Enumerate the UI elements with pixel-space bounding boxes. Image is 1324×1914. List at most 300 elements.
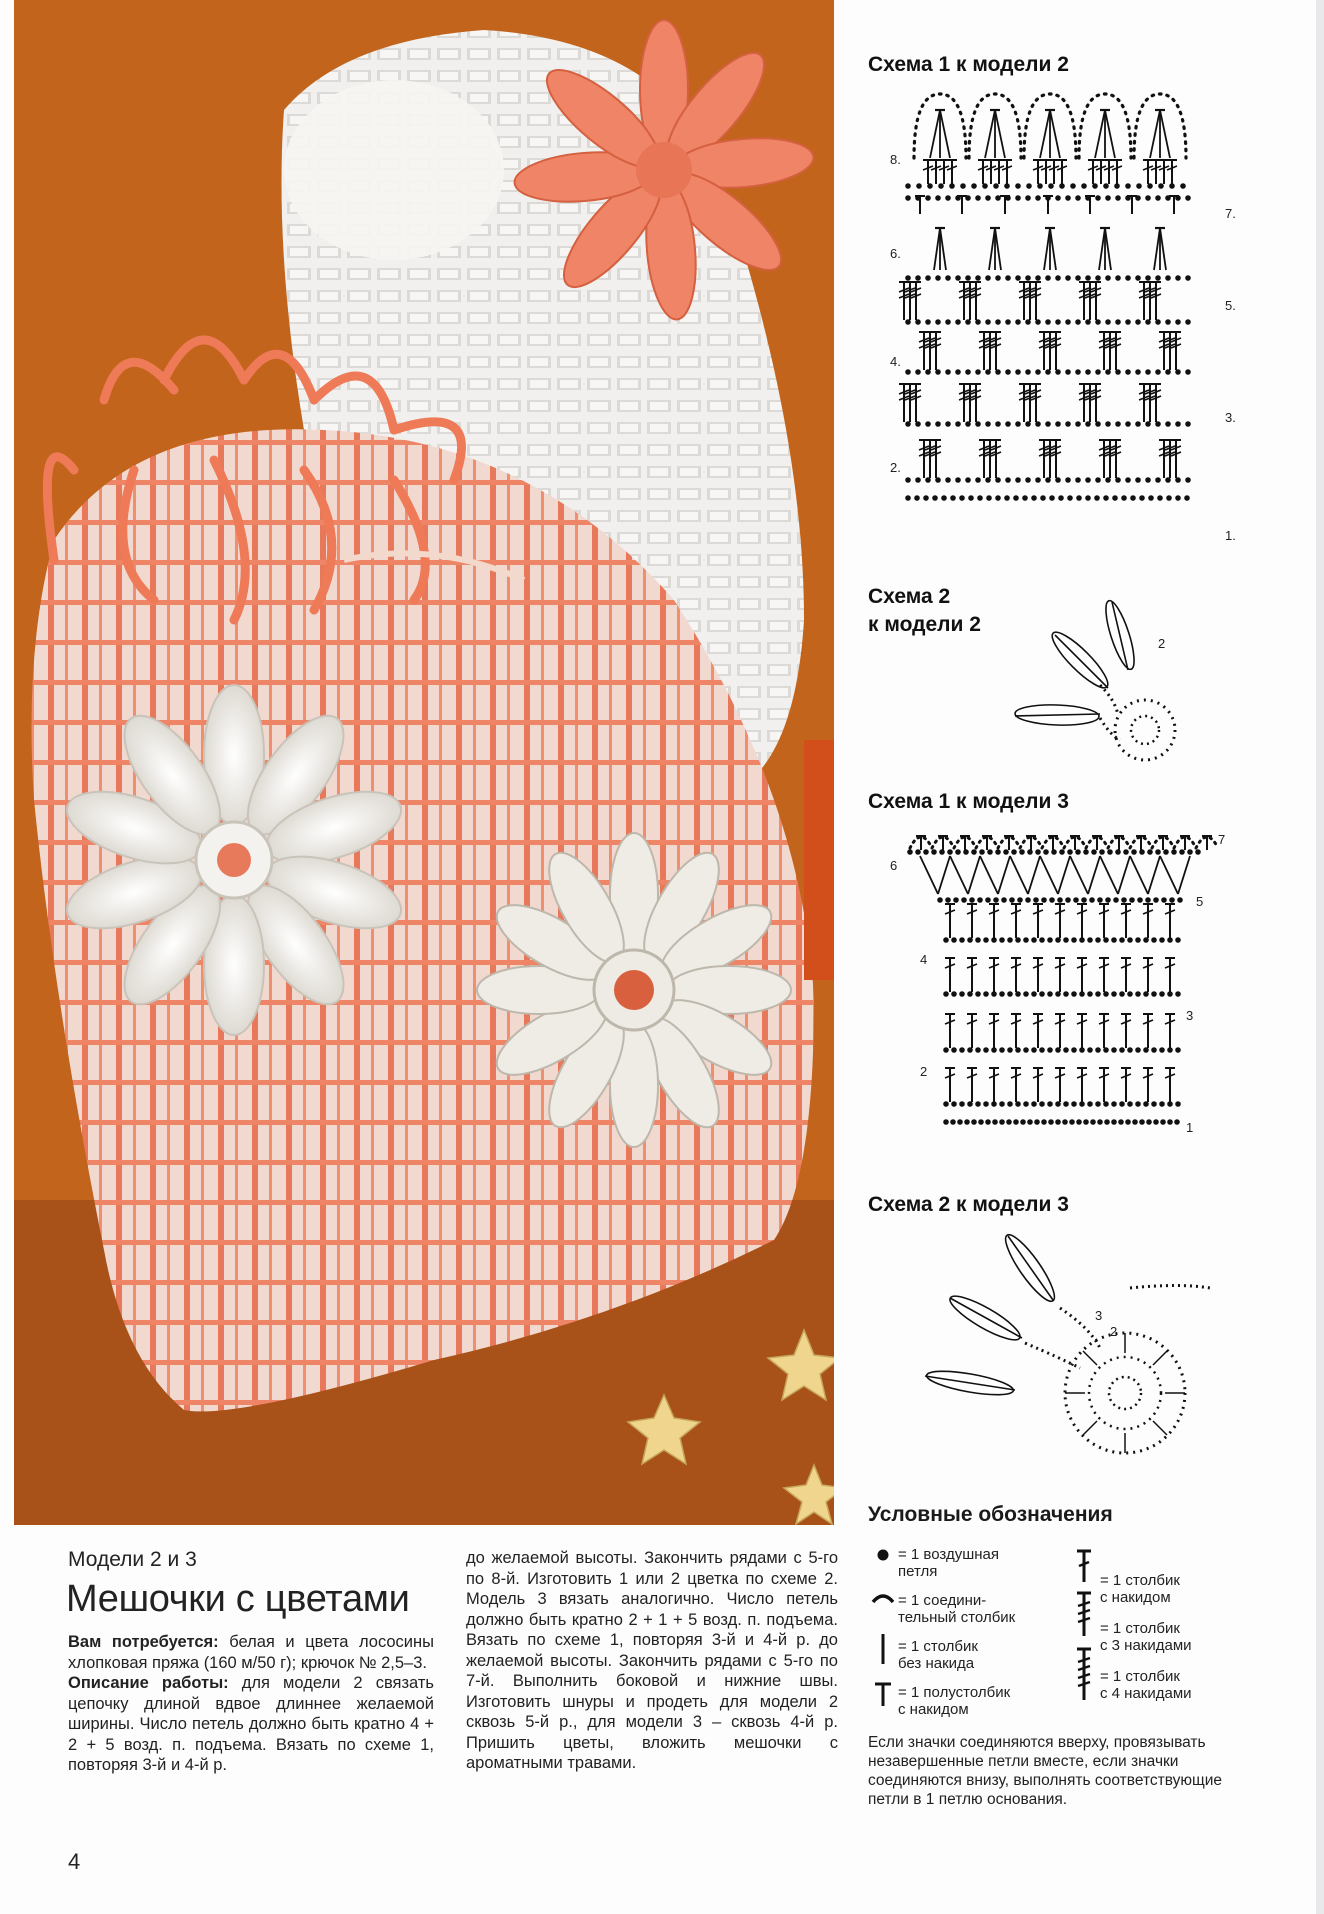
- chain-stitch-dot: [1016, 370, 1020, 374]
- chain-stitch-dot: [1093, 184, 1097, 188]
- chain-stitch-dot: [1071, 184, 1075, 188]
- chain-stitch-dot: [906, 276, 910, 280]
- chain-stitch-dot: [1086, 422, 1090, 426]
- chain-stitch-dot: [946, 276, 950, 280]
- legend-item-quad-treble: = 1 столбик с 4 накидами: [1100, 1668, 1192, 1702]
- stitch-symbol: [1019, 282, 1029, 320]
- chain-stitch-dot: [1040, 992, 1044, 996]
- chain-stitch-dot: [1036, 370, 1040, 374]
- chain-stitch-dot: [916, 850, 920, 854]
- chain-stitch-dot: [1126, 184, 1130, 188]
- chain-stitch-dot: [1000, 1102, 1004, 1106]
- stitch-symbol: [989, 904, 999, 938]
- chain-stitch-dot: [1159, 184, 1163, 188]
- chain-stitch-dot: [1126, 478, 1130, 482]
- chain-stitch-dot: [1136, 478, 1140, 482]
- chain-stitch-dot: [961, 184, 965, 188]
- stitch-symbol: [1049, 160, 1059, 184]
- chain-stitch-dot: [1050, 898, 1054, 902]
- chain-stitch-dot: [1156, 422, 1160, 426]
- legend-title: Условные обозначения: [868, 1503, 1113, 1526]
- chain-stitch-dot: [996, 276, 1000, 280]
- stitch-symbol: [905, 282, 915, 320]
- chain-stitch-dot: [965, 1120, 969, 1124]
- stitch-stem: [940, 110, 950, 158]
- chain-stitch-dot: [1044, 850, 1048, 854]
- stitch-symbol: [1121, 1068, 1131, 1102]
- stitch-symbol: [1112, 160, 1122, 184]
- stitch-stem: [1010, 856, 1028, 894]
- chain-stitch-dot: [952, 1102, 956, 1106]
- chain-stitch-dot: [1126, 1120, 1130, 1124]
- chain-stitch-dot: [946, 370, 950, 374]
- chain-stitch-dot: [1048, 1048, 1052, 1052]
- chain-stitch-dot: [1086, 276, 1090, 280]
- chain-stitch-dot: [1144, 1102, 1148, 1106]
- chain-stitch-dot: [1156, 320, 1160, 324]
- chain-stitch-dot: [1036, 196, 1040, 200]
- chain-stitch-dot: [1080, 992, 1084, 996]
- stitch-symbol: [1121, 1014, 1131, 1048]
- stitch-symbol: [1121, 904, 1131, 938]
- stitch-symbol: [899, 282, 909, 320]
- chain-stitch-dot: [1178, 898, 1182, 902]
- chain-stitch-dot: [916, 196, 920, 200]
- chain-stitch-dot: [1115, 184, 1119, 188]
- chain-stitch-dot: [944, 1120, 948, 1124]
- chain-stitch-dot: [1156, 850, 1160, 854]
- chain-stitch-dot: [1034, 898, 1038, 902]
- stitch-symbol: [911, 384, 921, 422]
- chain-stitch-dot: [1156, 370, 1160, 374]
- chain-stitch-dot: [966, 422, 970, 426]
- stitch-symbol: [931, 160, 941, 184]
- row-label: 1.: [1225, 528, 1236, 543]
- stitch-symbol: [967, 1068, 977, 1102]
- chain-stitch-dot: [1056, 1048, 1060, 1052]
- chain-stitch-dot: [1060, 184, 1064, 188]
- chain-stitch-dot: [1086, 496, 1090, 500]
- chain-stitch-dot: [986, 320, 990, 324]
- chain-stitch-dot: [1000, 938, 1004, 942]
- chain-stitch-dot: [1120, 938, 1124, 942]
- chain-stitch-dot: [944, 1102, 948, 1106]
- chain-stitch-dot: [1056, 1120, 1060, 1124]
- chain-stitch-dot: [1188, 850, 1192, 854]
- chain-stitch-dot: [1088, 1048, 1092, 1052]
- stitch-symbol: [991, 332, 1001, 370]
- chain-stitch-dot: [968, 938, 972, 942]
- chain-stitch-dot: [1112, 1048, 1116, 1052]
- chain-stitch-dot: [1064, 938, 1068, 942]
- chain-stitch-dot: [1032, 1102, 1036, 1106]
- stitch-symbol: [967, 904, 977, 938]
- stitch-symbol: [1019, 384, 1029, 422]
- chain-stitch-dot: [1166, 276, 1170, 280]
- chain-stitch-dot: [1167, 496, 1171, 500]
- stitch-symbol: [991, 440, 1001, 478]
- chain-stitch-dot: [1072, 992, 1076, 996]
- chain-stitch-dot: [1168, 1102, 1172, 1106]
- chain-stitch-dot: [1136, 1048, 1140, 1052]
- stitch-symbol: [1033, 1014, 1043, 1048]
- stitch-stem: [1050, 110, 1060, 158]
- chain-stitch-dot: [1168, 1120, 1172, 1124]
- chain-stitch-dot: [1128, 992, 1132, 996]
- chain-stitch-dot: [1104, 1048, 1108, 1052]
- chain-stitch-dot: [952, 1048, 956, 1052]
- chain-stitch-dot: [950, 184, 954, 188]
- stitch-stem: [1105, 110, 1115, 158]
- chain-stitch-dot: [1048, 1102, 1052, 1106]
- chain-stitch-dot: [924, 850, 928, 854]
- chain-stitch-dot: [1096, 196, 1100, 200]
- chain-stitch-dot: [1154, 898, 1158, 902]
- stitch-symbol: [971, 384, 981, 422]
- chain-stitch-dot: [976, 320, 980, 324]
- chain-stitch-dot: [984, 992, 988, 996]
- chain-stitch-dot: [1026, 196, 1030, 200]
- chain-stitch-dot: [966, 478, 970, 482]
- legend-item-double-crochet: = 1 столбик с накидом: [1100, 1572, 1180, 1606]
- row-label: 1: [1186, 1120, 1194, 1135]
- chain-stitch-dot: [1080, 1102, 1084, 1106]
- chain-stitch-dot: [942, 496, 946, 500]
- chain-stitch-dot: [960, 938, 964, 942]
- chain-stitch-dot: [1176, 1048, 1180, 1052]
- chain-stitch-dot: [1186, 196, 1190, 200]
- chain-stitch-dot: [1106, 196, 1110, 200]
- chain-stitch-dot: [1176, 496, 1180, 500]
- chain-stitch-dot: [1096, 422, 1100, 426]
- chain-stitch-dot: [1000, 1048, 1004, 1052]
- chain-stitch-dot: [1086, 478, 1090, 482]
- stitch-symbol: [1057, 160, 1067, 184]
- chain-stitch-dot: [1049, 1120, 1053, 1124]
- chain-stitch-dot: [1000, 992, 1004, 996]
- chain-stitch-dot: [994, 184, 998, 188]
- chain-stitch-dot: [1026, 422, 1030, 426]
- chain-stitch-dot: [1186, 478, 1190, 482]
- chain-stitch-dot: [1056, 1102, 1060, 1106]
- stitch-symbol: [1002, 160, 1012, 184]
- stitch-symbol: [1091, 384, 1101, 422]
- stitch-symbol: [925, 332, 935, 370]
- stitch-symbol: [1151, 282, 1161, 320]
- chain-stitch-dot: [1130, 898, 1134, 902]
- stitch-symbol: [1025, 384, 1035, 422]
- crochet-bags-photo: [14, 0, 834, 1525]
- stitch-symbol: [967, 958, 977, 992]
- chain-stitch-dot: [1032, 496, 1036, 500]
- stitch-symbol: [1031, 384, 1041, 422]
- stitch-stem: [934, 228, 940, 270]
- chain-stitch-dot: [1008, 992, 1012, 996]
- chain-stitch-dot: [1056, 320, 1060, 324]
- chain-stitch-dot: [1076, 276, 1080, 280]
- page-number: 4: [68, 1849, 81, 1874]
- chain-stitch-dot: [1161, 1120, 1165, 1124]
- chain-stitch-dot: [1166, 320, 1170, 324]
- chain-stitch-dot: [1128, 938, 1132, 942]
- chain-stitch-dot: [1007, 1120, 1011, 1124]
- stitch-symbol: [1031, 282, 1041, 320]
- chain-stitch-dot: [956, 320, 960, 324]
- chain-stitch-dot: [946, 422, 950, 426]
- chain-stitch-dot: [1186, 276, 1190, 280]
- chain-stitch-dot: [1068, 850, 1072, 854]
- chain-stitch-dot: [1106, 370, 1110, 374]
- chain-stitch-dot: [906, 184, 910, 188]
- chain-stitch-dot: [1106, 276, 1110, 280]
- chain-stitch-dot: [936, 370, 940, 374]
- chain-stitch-dot: [1116, 370, 1120, 374]
- chain-stitch-dot: [1119, 1120, 1123, 1124]
- stitch-symbol: [899, 384, 909, 422]
- chain-stitch-dot: [976, 196, 980, 200]
- chain-stitch-dot: [917, 184, 921, 188]
- chain-stitch-dot: [1026, 478, 1030, 482]
- stitch-stem: [985, 110, 995, 158]
- chain-stitch-dot: [1076, 320, 1080, 324]
- chain-stitch-dot: [1126, 422, 1130, 426]
- chain-stitch-dot: [926, 478, 930, 482]
- chain-stitch-dot: [1086, 370, 1090, 374]
- slip-stitch-arc-icon: [870, 1590, 896, 1604]
- stitch-stem: [940, 228, 946, 270]
- chain-stitch-dot: [1095, 496, 1099, 500]
- chain-stitch-dot: [1077, 496, 1081, 500]
- stitch-symbol: [931, 332, 941, 370]
- chain-stitch-dot: [1098, 898, 1102, 902]
- chain-stitch-dot: [1112, 1102, 1116, 1106]
- row-label: 8.: [890, 152, 901, 167]
- chain-stitch-dot: [1008, 938, 1012, 942]
- chain-stitch-dot: [938, 898, 942, 902]
- row-label: 2.: [890, 460, 901, 475]
- stitch-symbol: [1099, 1014, 1109, 1048]
- chain-stitch-dot: [1120, 1048, 1124, 1052]
- chain-stitch-dot: [1136, 276, 1140, 280]
- needs-label: Вам потребуется:: [68, 1633, 219, 1651]
- stitch-symbol: [1088, 160, 1098, 184]
- chain-stitch-dot: [1156, 478, 1160, 482]
- chain-stitch-dot: [1088, 992, 1092, 996]
- chain-stitch-dot: [1148, 850, 1152, 854]
- chain-stitch-dot: [1064, 1048, 1068, 1052]
- stitch-symbol: [1041, 160, 1051, 184]
- triple-treble-crochet-icon: [1072, 1590, 1096, 1638]
- chain-stitch-dot: [1133, 1120, 1137, 1124]
- chain-stitch-dot: [1185, 496, 1189, 500]
- chain-stitch-dot: [986, 478, 990, 482]
- chain-stitch-dot: [926, 320, 930, 324]
- stitch-stem: [1178, 856, 1190, 894]
- stitch-symbol: [1099, 440, 1109, 478]
- chain-stitch-dot: [1072, 1102, 1076, 1106]
- chain-stitch-dot: [1032, 992, 1036, 996]
- chain-stitch-dot: [1086, 196, 1090, 200]
- legend-item-triple-treble: = 1 столбик с 3 накидами: [1100, 1620, 1192, 1654]
- chain-stitch-dot: [1096, 276, 1100, 280]
- chain-stitch-dot: [1122, 496, 1126, 500]
- stitch-stem: [1095, 110, 1105, 158]
- chain-stitch-dot: [960, 496, 964, 500]
- chain-stitch-dot: [1176, 478, 1180, 482]
- chain-stitch-dot: [1126, 320, 1130, 324]
- stitch-symbol: [1033, 1068, 1043, 1102]
- stitch-symbol: [919, 440, 929, 478]
- chain-stitch-dot: [1014, 1120, 1018, 1124]
- chain-stitch-dot: [1024, 1048, 1028, 1052]
- desc-text: для модели 2 связать цепочку длиной вдвое длиннее желаемой ширины. Число петель должно быть кратно 4 + 2 + 5 возд. п. подъема. Вязать по схеме 1, повторяя 3-й и 4-й р.: [68, 1674, 434, 1774]
- chain-stitch-dot: [964, 850, 968, 854]
- chain-stitch-dot: [1131, 496, 1135, 500]
- chain-stitch-dot: [1048, 938, 1052, 942]
- stitch-symbol: [1039, 440, 1049, 478]
- chain-stitch-dot: [962, 898, 966, 902]
- chain-stitch-dot: [1112, 992, 1116, 996]
- stitch-symbol: [1165, 904, 1175, 938]
- chain-stitch-dot: [1072, 938, 1076, 942]
- chain-stitch-dot: [1059, 496, 1063, 500]
- stitch-symbol: [931, 440, 941, 478]
- chain-stitch-dot: [1076, 850, 1080, 854]
- stitch-stem: [1058, 856, 1070, 894]
- chain-stitch-dot: [940, 850, 944, 854]
- stitch-symbol: [1051, 332, 1061, 370]
- chain-stitch-dot: [1046, 276, 1050, 280]
- chain-stitch-dot: [1046, 196, 1050, 200]
- chain-stitch-dot: [1066, 276, 1070, 280]
- chain-stitch-dot: [1056, 370, 1060, 374]
- chain-stitch-dot: [1146, 320, 1150, 324]
- double-crochet-icon: [1072, 1548, 1096, 1584]
- chain-stitch-dot: [1004, 850, 1008, 854]
- stitch-symbol: [1039, 332, 1049, 370]
- stitch-symbol: [1151, 384, 1161, 422]
- chain-stitch-dot: [1091, 1120, 1095, 1124]
- chain-stitch-dot: [1064, 992, 1068, 996]
- single-crochet-bar-icon: [876, 1632, 890, 1666]
- chain-stitch-dot: [1050, 496, 1054, 500]
- stitch-symbol: [1055, 958, 1065, 992]
- chain-stitch-dot: [946, 898, 950, 902]
- chain-stitch-dot: [1140, 496, 1144, 500]
- chain-stitch-dot: [926, 196, 930, 200]
- chain-stitch-dot: [956, 196, 960, 200]
- chain-stitch-dot: [992, 1102, 996, 1106]
- chain-stitch-dot: [1012, 850, 1016, 854]
- chain-stitch-dot: [1114, 898, 1118, 902]
- stitch-symbol: [1143, 1068, 1153, 1102]
- chain-stitch-dot: [996, 196, 1000, 200]
- stitch-symbol: [1151, 160, 1161, 184]
- stitch-symbol: [1055, 1068, 1065, 1102]
- chain-stitch-dot: [984, 938, 988, 942]
- chain-stitch-dot: [1088, 938, 1092, 942]
- chain-stitch-dot: [976, 370, 980, 374]
- chain-stitch-dot: [1077, 1120, 1081, 1124]
- chain-stitch-dot: [1136, 370, 1140, 374]
- row-label: 6.: [890, 246, 901, 261]
- chain-stitch-dot: [1144, 992, 1148, 996]
- chain-stitch-dot: [1104, 992, 1108, 996]
- chain-stitch-dot: [1146, 370, 1150, 374]
- chain-stitch-dot: [1074, 898, 1078, 902]
- stitch-stem: [989, 228, 995, 270]
- schema2-model3-diagram: [910, 1228, 1240, 1478]
- chain-stitch-dot: [1160, 992, 1164, 996]
- chain-stitch-dot: [1166, 422, 1170, 426]
- chain-stitch-dot: [1066, 478, 1070, 482]
- half-double-crochet-icon: [872, 1680, 894, 1708]
- chain-stitch-dot: [1138, 898, 1142, 902]
- chain-stitch-dot: [1036, 422, 1040, 426]
- schema2-model2-diagram: [1000, 590, 1210, 780]
- chain-stitch-dot: [1126, 276, 1130, 280]
- chain-stitch-dot: [996, 850, 1000, 854]
- chain-stitch-dot: [992, 1048, 996, 1052]
- chain-stitch-dot: [1060, 850, 1064, 854]
- stitch-symbol: [1077, 1014, 1087, 1048]
- chain-stitch-dot: [1164, 850, 1168, 854]
- stitch-symbol: [1159, 160, 1169, 184]
- stitch-stem: [995, 110, 1005, 158]
- chain-stitch-dot: [1032, 938, 1036, 942]
- chain-stitch-dot: [1040, 1102, 1044, 1106]
- stitch-symbol: [979, 440, 989, 478]
- chain-stitch-dot: [946, 320, 950, 324]
- chain-stitch-dot: [1016, 478, 1020, 482]
- stitch-symbol: [1079, 384, 1089, 422]
- chain-stitch-dot: [1140, 850, 1144, 854]
- chain-stitch-dot: [1176, 422, 1180, 426]
- stitch-symbol: [1099, 1068, 1109, 1102]
- chain-stitch-dot: [1048, 992, 1052, 996]
- chain-stitch-dot: [951, 1120, 955, 1124]
- chain-stitch-dot: [968, 1048, 972, 1052]
- stitch-symbol: [1011, 1068, 1021, 1102]
- chain-stitch-dot: [969, 496, 973, 500]
- stitch-symbol: [1105, 332, 1115, 370]
- chain-stitch-dot: [1070, 1120, 1074, 1124]
- chain-stitch-dot: [1124, 850, 1128, 854]
- chain-stitch-dot: [1152, 1102, 1156, 1106]
- chain-stitch-dot: [1005, 496, 1009, 500]
- chain-stitch-dot: [1096, 1048, 1100, 1052]
- chain-stitch-dot: [1149, 496, 1153, 500]
- stitch-stem: [1130, 856, 1148, 894]
- schema1-model2-diagram: [880, 88, 1240, 568]
- stitch-symbol: [1033, 160, 1043, 184]
- chain-stitch-dot: [987, 496, 991, 500]
- chain-stitch-dot: [1175, 1120, 1179, 1124]
- chain-stitch-dot: [1144, 1048, 1148, 1052]
- round-label: 2: [1158, 636, 1166, 651]
- stitch-symbol: [1096, 160, 1106, 184]
- chain-stitch-dot: [986, 370, 990, 374]
- row-label: 7.: [1225, 206, 1236, 221]
- schema2-model2-title-line1: Схема 2: [868, 585, 951, 608]
- legend-item-chain: = 1 воздушная петля: [898, 1546, 999, 1580]
- chain-stitch-dot: [1126, 370, 1130, 374]
- stitch-symbol: [965, 384, 975, 422]
- chain-stitch-dot: [1023, 496, 1027, 500]
- chain-stitch-dot: [1072, 1048, 1076, 1052]
- stitch-symbol: [1025, 282, 1035, 320]
- stitch-symbol: [978, 160, 988, 184]
